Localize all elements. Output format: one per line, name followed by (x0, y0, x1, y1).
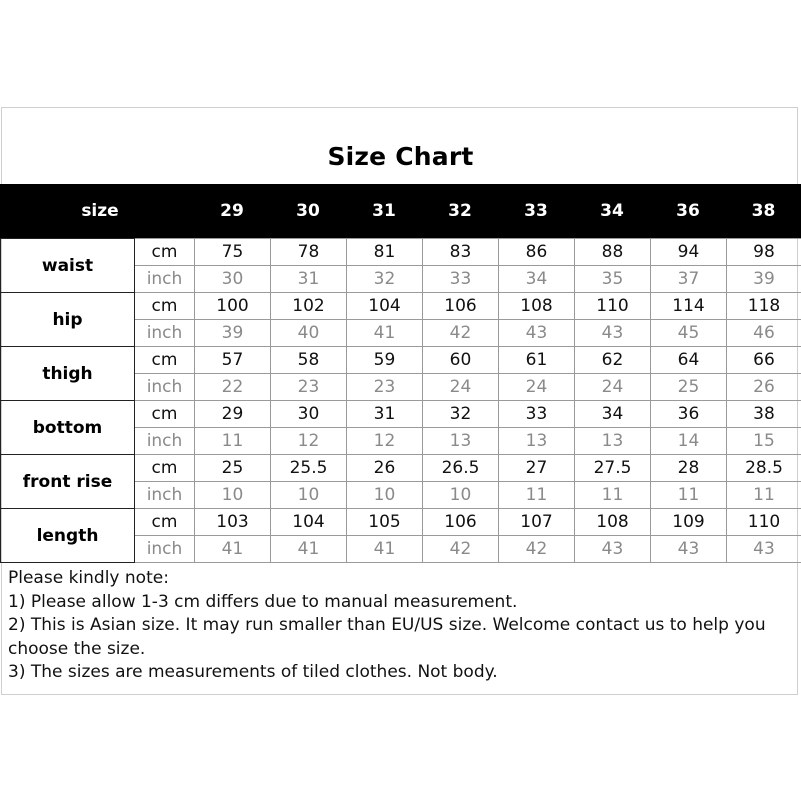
size-value-cell: 38 (727, 401, 801, 428)
header-size-32: 32 (448, 201, 472, 221)
header-size-34: 34 (600, 201, 624, 221)
unit-label: cm (135, 455, 195, 482)
unit-label: inch (135, 374, 195, 401)
size-value-cell: 42 (423, 536, 499, 563)
size-value-cell: 23 (271, 374, 347, 401)
size-value-cell: 100 (195, 293, 271, 320)
notes-heading: Please kindly note: (8, 568, 169, 588)
header-size-31: 31 (372, 201, 396, 221)
size-value-cell: 25 (195, 455, 271, 482)
size-value-cell: 106 (423, 293, 499, 320)
measurement-label: waist (1, 239, 135, 293)
header-size-33: 33 (524, 201, 548, 221)
size-value-cell: 83 (423, 239, 499, 266)
size-table (0, 238, 801, 563)
size-value-cell: 75 (195, 239, 271, 266)
size-value-cell: 28.5 (727, 455, 801, 482)
size-value-cell: 110 (575, 293, 651, 320)
size-value-cell: 103 (195, 509, 271, 536)
size-value-cell: 26.5 (423, 455, 499, 482)
size-value-cell: 10 (195, 482, 271, 509)
size-header-row (0, 184, 801, 238)
unit-label: inch (135, 266, 195, 293)
size-value-cell: 11 (195, 428, 271, 455)
size-value-cell: 105 (347, 509, 423, 536)
size-value-cell: 81 (347, 239, 423, 266)
chart-title: Size Chart (327, 142, 474, 171)
size-value-cell: 109 (651, 509, 727, 536)
size-value-cell: 11 (651, 482, 727, 509)
size-value-cell: 60 (423, 347, 499, 374)
size-value-cell: 26 (727, 374, 801, 401)
size-value-cell: 22 (195, 374, 271, 401)
size-value-cell: 108 (575, 509, 651, 536)
measurement-label: bottom (1, 401, 135, 455)
size-value-cell: 61 (499, 347, 575, 374)
size-value-cell: 42 (423, 320, 499, 347)
size-value-cell: 57 (195, 347, 271, 374)
size-value-cell: 43 (727, 536, 801, 563)
size-value-cell: 114 (651, 293, 727, 320)
size-value-cell: 104 (347, 293, 423, 320)
size-value-cell: 98 (727, 239, 801, 266)
unit-label: cm (135, 401, 195, 428)
size-value-cell: 45 (651, 320, 727, 347)
size-value-cell: 12 (347, 428, 423, 455)
size-value-cell: 43 (575, 536, 651, 563)
size-value-cell: 43 (499, 320, 575, 347)
size-value-cell: 108 (499, 293, 575, 320)
size-value-cell: 88 (575, 239, 651, 266)
size-value-cell: 27.5 (575, 455, 651, 482)
size-value-cell: 59 (347, 347, 423, 374)
table-row (1, 509, 801, 536)
size-value-cell: 24 (423, 374, 499, 401)
header-size-30: 30 (296, 201, 320, 221)
table-row (1, 347, 801, 374)
size-value-cell: 37 (651, 266, 727, 293)
size-value-cell: 33 (423, 266, 499, 293)
size-value-cell: 30 (271, 401, 347, 428)
size-value-cell: 36 (651, 401, 727, 428)
size-value-cell: 15 (727, 428, 801, 455)
size-value-cell: 41 (271, 536, 347, 563)
note-line: 3) The sizes are measurements of tiled clothes. Not body. (8, 662, 498, 682)
size-value-cell: 23 (347, 374, 423, 401)
size-value-cell: 64 (651, 347, 727, 374)
measurement-label: hip (1, 293, 135, 347)
unit-label: cm (135, 239, 195, 266)
size-value-cell: 24 (499, 374, 575, 401)
unit-label: cm (135, 347, 195, 374)
size-value-cell: 35 (575, 266, 651, 293)
size-value-cell: 107 (499, 509, 575, 536)
unit-label: inch (135, 320, 195, 347)
table-row (1, 293, 801, 320)
size-value-cell: 66 (727, 347, 801, 374)
size-value-cell: 30 (195, 266, 271, 293)
size-value-cell: 26 (347, 455, 423, 482)
size-value-cell: 58 (271, 347, 347, 374)
size-value-cell: 13 (575, 428, 651, 455)
table-row (1, 239, 801, 266)
unit-label: inch (135, 428, 195, 455)
unit-label: inch (135, 482, 195, 509)
size-value-cell: 14 (651, 428, 727, 455)
size-value-cell: 118 (727, 293, 801, 320)
size-value-cell: 110 (727, 509, 801, 536)
size-value-cell: 33 (499, 401, 575, 428)
size-value-cell: 39 (195, 320, 271, 347)
size-value-cell: 104 (271, 509, 347, 536)
note-line: 1) Please allow 1-3 cm differs due to manual measurement. (8, 591, 518, 612)
table-row (1, 455, 801, 482)
size-value-cell: 10 (271, 482, 347, 509)
size-value-cell: 43 (651, 536, 727, 563)
size-value-cell: 34 (575, 401, 651, 428)
size-value-cell: 31 (271, 266, 347, 293)
size-value-cell: 25.5 (271, 455, 347, 482)
size-value-cell: 25 (651, 374, 727, 401)
size-value-cell: 86 (499, 239, 575, 266)
header-size-29: 29 (220, 201, 244, 221)
size-value-cell: 41 (347, 320, 423, 347)
size-value-cell: 43 (575, 320, 651, 347)
size-value-cell: 10 (347, 482, 423, 509)
size-value-cell: 41 (347, 536, 423, 563)
size-value-cell: 78 (271, 239, 347, 266)
size-value-cell: 40 (271, 320, 347, 347)
size-value-cell: 10 (423, 482, 499, 509)
size-value-cell: 94 (651, 239, 727, 266)
size-value-cell: 24 (575, 374, 651, 401)
size-value-cell: 102 (271, 293, 347, 320)
size-value-cell: 106 (423, 509, 499, 536)
size-value-cell: 32 (347, 266, 423, 293)
size-value-cell: 11 (727, 482, 801, 509)
measurement-label: length (1, 509, 135, 563)
size-value-cell: 42 (499, 536, 575, 563)
measurement-label: front rise (1, 455, 135, 509)
header-size-36: 36 (676, 201, 700, 221)
size-value-cell: 28 (651, 455, 727, 482)
size-value-cell: 31 (347, 401, 423, 428)
header-size-38: 38 (751, 201, 776, 221)
header-size-label: size (81, 201, 119, 221)
note-line: 2) This is Asian size. It may run smaller than EU/US size. Welcome contact us to help you choose the size. (8, 615, 766, 659)
size-value-cell: 32 (423, 401, 499, 428)
unit-label: cm (135, 509, 195, 536)
size-value-cell: 27 (499, 455, 575, 482)
size-value-cell: 13 (423, 428, 499, 455)
size-value-cell: 46 (727, 320, 801, 347)
size-value-cell: 29 (195, 401, 271, 428)
size-value-cell: 41 (195, 536, 271, 563)
measurement-label: thigh (1, 347, 135, 401)
size-value-cell: 34 (499, 266, 575, 293)
size-value-cell: 12 (271, 428, 347, 455)
size-value-cell: 62 (575, 347, 651, 374)
table-row (1, 401, 801, 428)
size-value-cell: 11 (499, 482, 575, 509)
size-value-cell: 39 (727, 266, 801, 293)
notes-block (8, 567, 788, 685)
unit-label: inch (135, 536, 195, 563)
unit-label: cm (135, 293, 195, 320)
size-value-cell: 11 (575, 482, 651, 509)
size-value-cell: 13 (499, 428, 575, 455)
